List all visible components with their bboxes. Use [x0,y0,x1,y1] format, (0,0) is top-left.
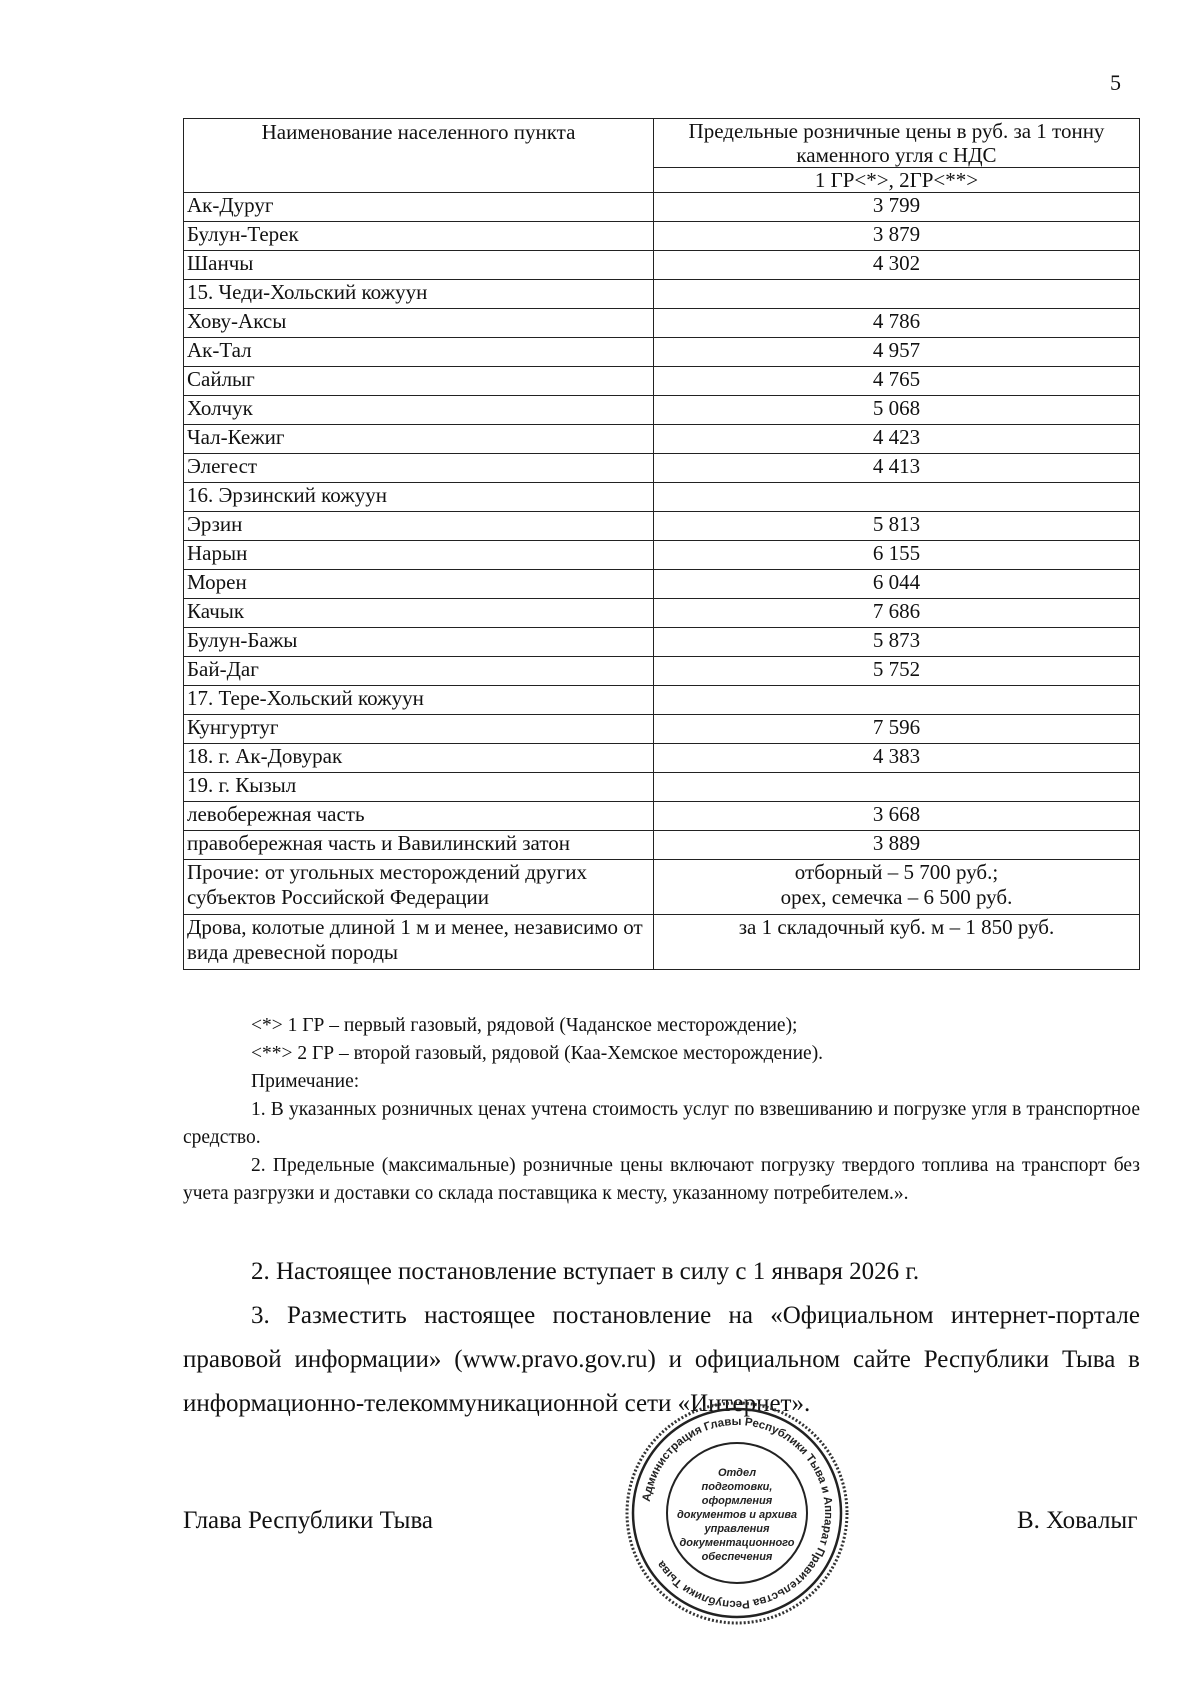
other-sources-price [654,860,1140,915]
firewood-price: за 1 складочный куб. м – 1 850 руб. [654,915,1140,970]
settlement-name: Кунгуртуг [184,715,654,744]
table-row [184,570,1140,599]
notes-section [183,1012,1140,1208]
seal-line: оформления [701,1495,773,1507]
table-row [184,367,1140,396]
settlement-name: Морен [184,570,654,599]
settlement-price: 4 765 [654,367,1140,396]
seal-line: документационного [679,1537,795,1549]
settlement-price: 4 413 [654,454,1140,483]
table-row [184,628,1140,657]
settlement-name: 18. г. Ак-Довурак [184,744,654,773]
price-table [183,118,1140,970]
settlement-price: 5 813 [654,512,1140,541]
settlement-price: 6 044 [654,570,1140,599]
header-settlement-name: Наименование населенного пункта [184,119,654,193]
note-title: Примечание: [251,1071,360,1092]
note-1: 1. В указанных розничных ценах учтена стоимость услуг по взвешиванию и погрузке угля в транспортное средство. [183,1099,1140,1148]
settlement-name: Ак-Дуруг [184,193,654,222]
settlement-price: 4 786 [654,309,1140,338]
settlement-price: 3 668 [654,802,1140,831]
settlement-price: 3 879 [654,222,1140,251]
settlement-name: 19. г. Кызыл [184,773,654,802]
table-row [184,802,1140,831]
table-row [184,425,1140,454]
settlement-price: 6 155 [654,541,1140,570]
settlement-price: 7 686 [654,599,1140,628]
settlement-price: 4 423 [654,425,1140,454]
settlement-name: Сайлыг [184,367,654,396]
other-price-nut: орех, семечка – 6 500 руб. [780,884,1013,909]
point-2: 2. Настоящее постановление вступает в силу с 1 января 2026 г. [251,1258,920,1285]
table-row-other [184,860,1140,915]
table-row [184,483,1140,512]
settlement-price: 7 596 [654,715,1140,744]
seal-line: управления [704,1523,770,1535]
table-row [184,222,1140,251]
other-price-selected: отборный – 5 700 руб.; [794,860,999,885]
settlement-name: Булун-Терек [184,222,654,251]
footnote-1: <*> 1 ГР – первый газовый, рядовой (Чаданское месторождение); [251,1015,798,1036]
table-row [184,309,1140,338]
header-price: Предельные розничные цены в руб. за 1 тонну каменного угля с НДС [654,119,1140,168]
table-row [184,744,1140,773]
settlement-price: 4 302 [654,251,1140,280]
seal-line: подготовки, [701,1481,773,1493]
seal-line: обеспечения [701,1551,773,1563]
seal-line: документов и архива [676,1509,798,1521]
settlement-price: 5 752 [654,657,1140,686]
settlement-name: Хову-Аксы [184,309,654,338]
point-3: 3. Разместить настоящее постановление на «Официальном интернет-портале правовой информации» (www.pravo.gov.ru) и официальном сайте Республики Тыва в информационно-телекоммуникационной сети «Интернет». [183,1302,1140,1417]
settlement-name: Шанчы [184,251,654,280]
table-row [184,599,1140,628]
header-coal-grade: 1 ГР<*>, 2ГР<**> [654,168,1140,193]
settlement-name: Чал-Кежиг [184,425,654,454]
seal-line: Отдел [717,1467,757,1479]
table-row [184,454,1140,483]
table-row [184,338,1140,367]
signatory-title: Глава Республики Тыва [183,1507,434,1534]
settlement-name: Элегест [184,454,654,483]
table-row [184,280,1140,309]
table-row [184,657,1140,686]
settlement-price [654,483,1140,512]
table-row [184,193,1140,222]
footnote-2: <**> 2 ГР – второй газовый, рядовой (Каа-Хемское месторождение). [251,1043,824,1064]
settlement-price [654,280,1140,309]
official-seal-icon [622,1398,852,1628]
table-row [184,396,1140,425]
settlement-name: Ак-Тал [184,338,654,367]
settlement-price: 4 383 [654,744,1140,773]
settlement-name: 15. Чеди-Хольский кожуун [184,280,654,309]
firewood-name: Дрова, колотые длиной 1 м и менее, независимо от вида древесной породы [184,915,654,970]
settlement-price: 5 873 [654,628,1140,657]
table-row [184,251,1140,280]
table-row [184,541,1140,570]
settlement-name: Качык [184,599,654,628]
table-row [184,715,1140,744]
table-body [184,193,1140,860]
table-row-firewood [184,915,1140,970]
seal-ring-text: Администрация Главы Республики Тыва и Аппарат Правительства Республики Тыва [640,1415,835,1611]
settlement-name: 17. Тере-Хольский кожуун [184,686,654,715]
settlement-price: 3 799 [654,193,1140,222]
settlement-name: Булун-Бажы [184,628,654,657]
table-row [184,773,1140,802]
table-row [184,686,1140,715]
table-row [184,831,1140,860]
settlement-name: Нарын [184,541,654,570]
settlement-name: правобережная часть и Вавилинский затон [184,831,654,860]
page-number: 5 [1110,70,1121,95]
settlement-price: 3 889 [654,831,1140,860]
table-row [184,512,1140,541]
settlement-name: Эрзин [184,512,654,541]
signatory-name: В. Ховалыг [1017,1507,1138,1534]
settlement-name: Бай-Даг [184,657,654,686]
other-sources-name: Прочие: от угольных месторождений других субъектов Российской Федерации [184,860,654,915]
note-2: 2. Предельные (максимальные) розничные цены включают погрузку твердого топлива на транспорт без учета разгрузки и доставки со склада поставщика к месту, указанному потребителем.». [183,1155,1140,1204]
settlement-price [654,773,1140,802]
settlement-price [654,686,1140,715]
settlement-price: 4 957 [654,338,1140,367]
settlement-price: 5 068 [654,396,1140,425]
settlement-name: левобережная часть [184,802,654,831]
settlement-name: Холчук [184,396,654,425]
settlement-name: 16. Эрзинский кожуун [184,483,654,512]
